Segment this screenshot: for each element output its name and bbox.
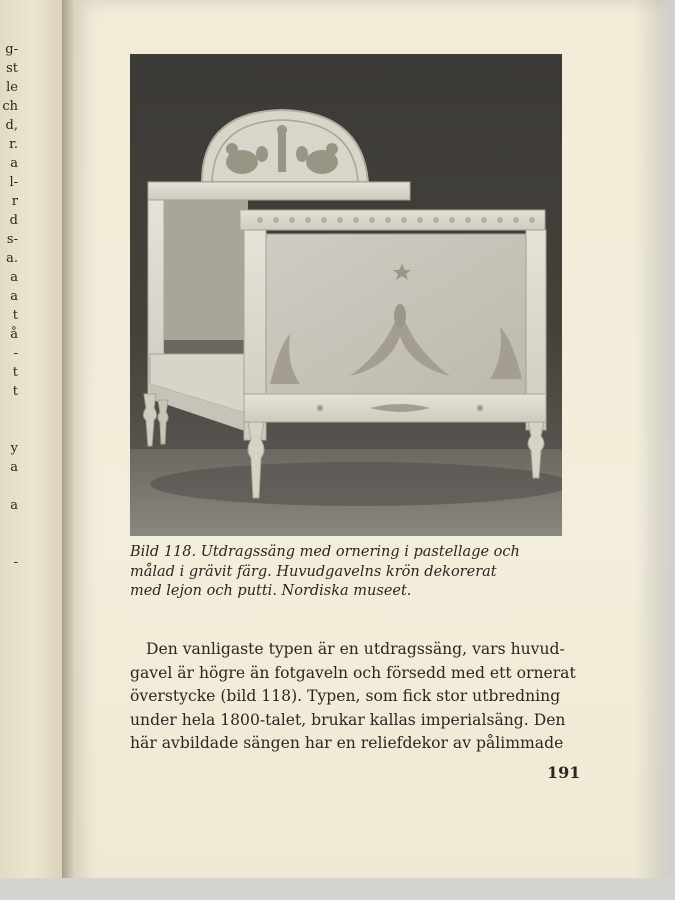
body-line: under hela 1800-talet, brukar kallas imperialsäng. Den	[130, 710, 566, 729]
left-fragment	[0, 420, 18, 439]
left-fragment: å	[10, 327, 18, 342]
left-page	[0, 0, 66, 900]
left-fragment: a	[10, 289, 18, 304]
caption-line: målad i grävit färg. Huvudgavelns krön dekorerat	[130, 563, 497, 580]
left-fragment: a	[10, 498, 18, 513]
left-fragment	[0, 401, 18, 420]
table-surface	[0, 878, 675, 900]
left-fragment: -	[13, 346, 18, 361]
left-fragment: d	[9, 213, 18, 228]
left-fragment: a.	[6, 251, 18, 266]
body-paragraph	[130, 638, 575, 756]
left-fragment: ch	[2, 99, 18, 114]
body-line: Den vanligaste typen är en utdragssäng, vars huvud-	[146, 640, 565, 658]
left-fragment: t	[12, 384, 18, 399]
left-fragment: l-	[9, 175, 18, 190]
left-fragment: le	[6, 80, 18, 95]
left-fragment: -	[13, 555, 18, 570]
left-fragment: st	[6, 61, 18, 76]
left-fragment: s-	[6, 232, 18, 247]
caption-line: Bild 118. Utdragssäng med ornering i pastellage och	[130, 544, 520, 560]
page-number: 191	[547, 763, 581, 782]
left-fragment	[0, 534, 18, 553]
left-fragment: t	[12, 365, 18, 380]
left-fragment: y	[10, 441, 18, 456]
caption-line: med lejon och putti. Nordiska museet.	[130, 583, 412, 599]
left-fragment	[0, 515, 18, 534]
body-line: överstycke (bild 118). Typen, som fick stor utbredning	[130, 687, 561, 705]
left-fragment: r	[11, 194, 18, 209]
body-line: gavel är högre än fotgaveln och försedd med ett ornerat	[130, 663, 576, 682]
left-fragment: a	[10, 270, 18, 285]
page-edge-shadow	[635, 0, 675, 900]
left-fragment: a	[10, 460, 18, 475]
left-page-text	[0, 40, 18, 572]
left-fragment	[0, 477, 18, 496]
left-fragment: r.	[9, 137, 18, 152]
body-line: här avbildade sängen har en reliefdekor av pålimmade	[130, 734, 564, 752]
left-fragment: t	[12, 308, 18, 323]
left-fragment: d,	[5, 118, 18, 133]
left-fragment: a	[10, 156, 18, 171]
bed-photograph	[130, 54, 562, 536]
figure-caption	[130, 543, 570, 602]
left-fragment: g-	[5, 42, 18, 57]
